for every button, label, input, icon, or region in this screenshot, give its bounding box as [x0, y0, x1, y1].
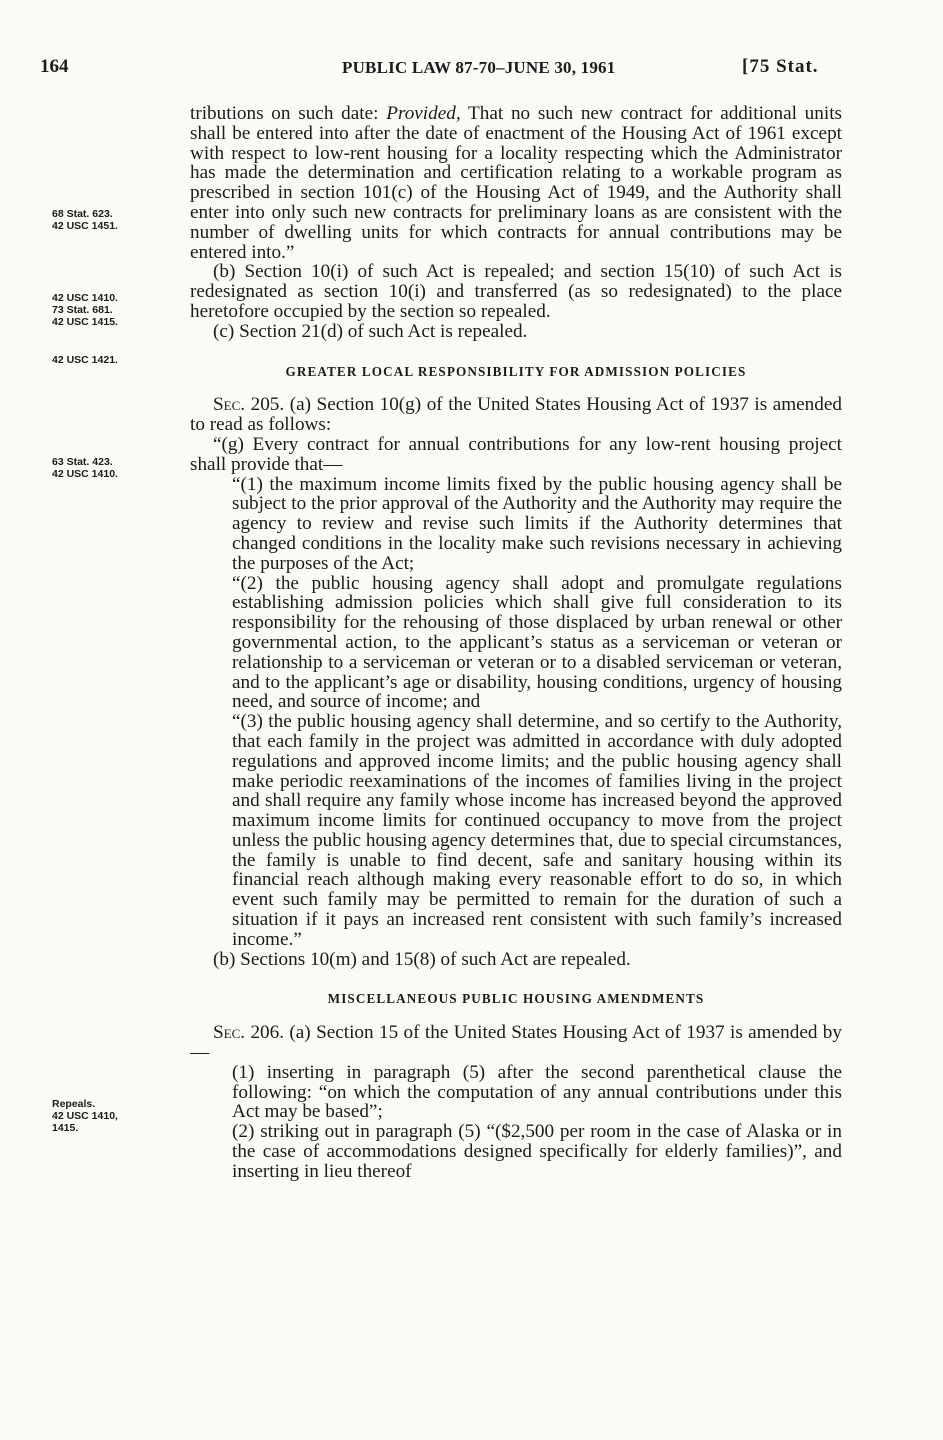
- amendment-item-2: (2) striking out in paragraph (5) “($2,500 per room in the case of Alaska or in the case of accommodations designed specifically for elderly families)”, and inserting in lieu thereof: [232, 1121, 842, 1182]
- margin-note-line: 63 Stat. 423.: [52, 456, 113, 468]
- subsection-item-2: “(2) the public housing agency shall adopt and promulgate regulations establishing admission policies which shall give full consideration to its responsibility for the rehousing of those displaced by urban renewal or other governmental action, to the applicant’s status as a serviceman or veteran or relationship to a serviceman or veteran or to a disabled serviceman or veteran, and to the applicant’s age or disability, housing conditions, urgency of housing need, and source of income; and: [232, 572, 842, 713]
- text-run: That no such new contract for additional units shall be entered into after the date of enactment of the Housing Act of 1961 except with respect to low-rent housing for a locality respecting which the Administrator has made the determination and certification relating to a workable program as prescribed in section 101(c) of the Housing Act of 1949, and the Authority shall enter into only such new contracts for preliminary loans as are consistent with the number of dwelling units for which contracts for annual contributions may be entered into.”: [190, 103, 842, 263]
- margin-note-line: 42 USC 1415.: [52, 316, 118, 328]
- margin-note-line: 42 USC 1410.: [52, 468, 118, 480]
- section-205: [190, 395, 842, 435]
- section-label: Sec. 205.: [213, 394, 285, 416]
- margin-note-line: 1415.: [52, 1122, 79, 1134]
- margin-note-line: 42 USC 1410,: [52, 1110, 118, 1122]
- subsection-item-1: “(1) the maximum income limits fixed by the public housing agency shall be subject to the prior approval of the Authority and the Authority may require the agency to review and revise such limits if the Authority determines that changed conditions in the locality make such revisions necessary in achieving the purposes of the Act;: [232, 473, 842, 574]
- margin-note-line: 42 USC 1421.: [52, 354, 118, 366]
- section-206: [190, 1023, 842, 1063]
- paragraph-continuation: [190, 104, 842, 262]
- paragraph-b-repeal: (b) Sections 10(m) and 15(8) of such Act are repealed.: [213, 948, 631, 970]
- running-head: PUBLIC LAW 87-70–JUNE 30, 1961: [342, 58, 616, 77]
- page-number: 164: [40, 56, 69, 77]
- text-run: (a) Section 10(g) of the United States Housing Act of 1937 is amended to read as follows:: [190, 394, 842, 436]
- margin-note-line: 73 Stat. 681.: [52, 304, 113, 316]
- margin-note-4: [52, 456, 172, 480]
- margin-note-line: 42 USC 1410.: [52, 292, 118, 304]
- margin-note-2: [52, 292, 172, 328]
- margin-note-5: [52, 1098, 172, 1134]
- text-run: tributions on such date:: [190, 103, 387, 124]
- section-label: Sec. 206.: [213, 1022, 285, 1044]
- body-text: [190, 104, 842, 1182]
- proviso-italic: Provided,: [386, 103, 461, 124]
- margin-note-line: 42 USC 1451.: [52, 220, 118, 232]
- amendment-item-1: (1) inserting in paragraph (5) after the second parenthetical clause the following: “on which the computation of any annual contributions under this Act may be based”;: [232, 1061, 842, 1123]
- paragraph-b: (b) Section 10(i) of such Act is repealed; and section 15(10) of such Act is redesignated as section 10(i) and transferred (as so redesignated) to the place heretofore occupied by the section so repealed.: [190, 261, 842, 322]
- section-heading: GREATER LOCAL RESPONSIBILITY FOR ADMISSION POLICIES: [285, 363, 747, 379]
- stat-reference: [75 Stat.: [742, 56, 819, 77]
- text-run: (a) Section 15 of the United States Housing Act of 1937 is amended by—: [190, 1022, 842, 1064]
- paragraph-c: (c) Section 21(d) of such Act is repealed.: [213, 320, 528, 342]
- margin-note-3: [52, 354, 172, 366]
- section-heading: MISCELLANEOUS PUBLIC HOUSING AMENDMENTS: [327, 991, 705, 1007]
- margin-note-line: 68 Stat. 623.: [52, 208, 113, 220]
- margin-note-1: [52, 208, 172, 232]
- subsection-item-3: “(3) the public housing agency shall determine, and so certify to the Authority, that each family in the project was admitted in accordance with duly adopted regulations and approved income limits; and the public housing agency shall make periodic reexaminations of the incomes of families living in the project and shall require any family whose income has increased beyond the approved maximum income limits for continued occupancy to move from the project unless the public housing agency determines that, due to special circumstances, the family is unable to find decent, safe and sanitary housing within its financial reach although making every reasonable effort to do so, in which event such family may be permitted to remain for the duration of such a situation if it pays an increased rent consistent with such family’s increased income.”: [232, 711, 842, 950]
- margin-note-line: Repeals.: [52, 1098, 96, 1110]
- subsection-g-intro: “(g) Every contract for annual contributions for any low-rent housing project shall provide that—: [190, 433, 842, 475]
